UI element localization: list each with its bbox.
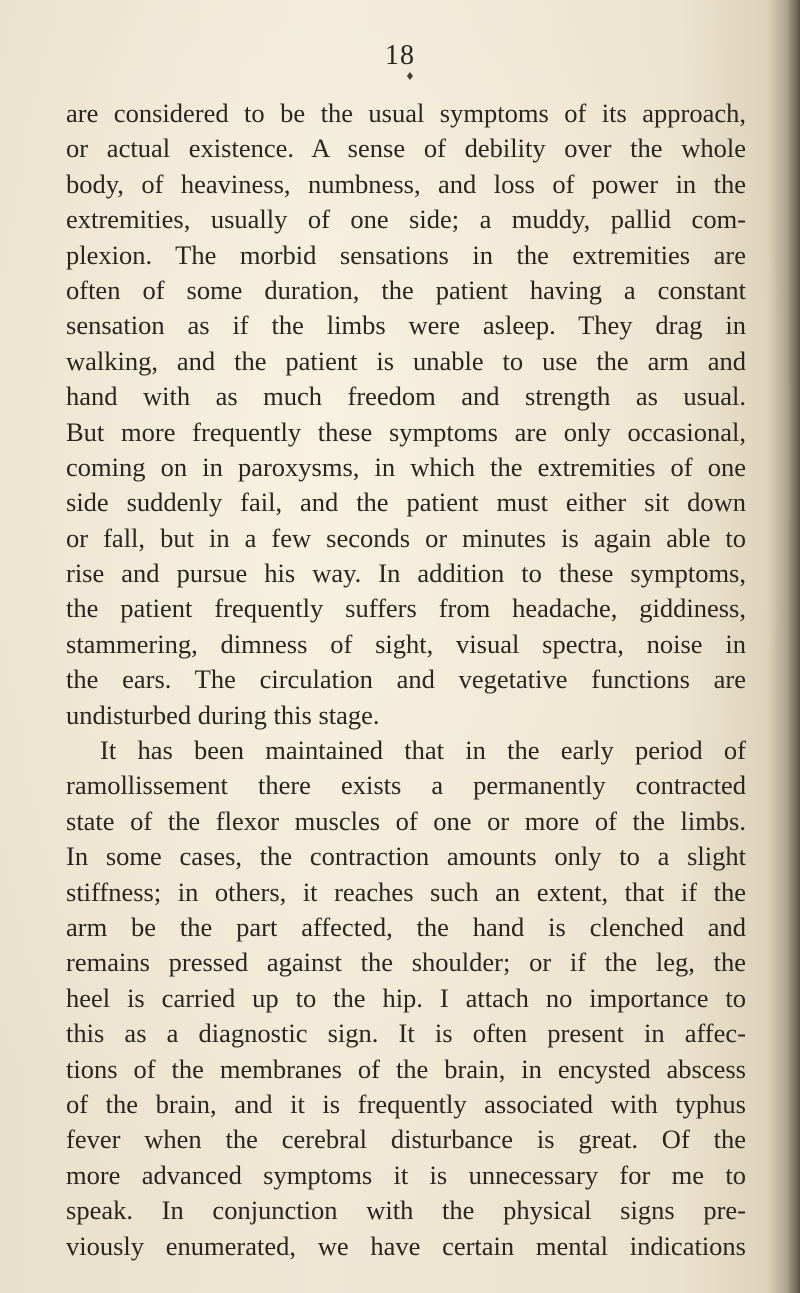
text-line: hand with as much freedom and strength as usual.	[66, 381, 746, 412]
text-line: walking, and the patient is unable to use the arm and	[66, 345, 746, 376]
text-line: state of the flexor muscles of one or more of the limbs.	[66, 805, 746, 836]
text-line: this as a diagnostic sign. It is often present in affec-	[66, 1018, 746, 1049]
text-line: arm be the part affected, the hand is clenched and	[66, 911, 746, 942]
text-line: undisturbed during this stage.	[66, 699, 380, 730]
text-line: or actual existence. A sense of debility over the whole	[66, 133, 746, 164]
text-line: fever when the cerebral disturbance is great. Of the	[66, 1124, 746, 1155]
text-line: tions of the membranes of the brain, in encysted abscess	[66, 1053, 746, 1084]
text-line: viously enumerated, we have certain mental indications	[66, 1230, 746, 1261]
text-line: the ears. The circulation and vegetative functions are	[66, 664, 746, 695]
body-text	[66, 96, 746, 1264]
text-line: body, of heaviness, numbness, and loss of power in the	[66, 168, 746, 199]
text-line: side suddenly fail, and the patient must either sit down	[66, 487, 746, 518]
text-line: It has been maintained that in the early period of	[100, 735, 746, 766]
text-line: But more frequently these symptoms are only occasional,	[66, 416, 746, 447]
text-line: plexion. The morbid sensations in the extremities are	[66, 239, 746, 270]
ornament-mark: ♦	[405, 70, 415, 83]
text-line: coming on in paroxysms, in which the extremities of one	[66, 451, 746, 482]
text-line: are considered to be the usual symptoms of its approach,	[66, 98, 746, 128]
text-line: more advanced symptoms it is unnecessary for me to	[66, 1159, 746, 1190]
text-line: of the brain, and it is frequently associated with typhus	[66, 1088, 746, 1119]
text-line: rise and pursue his way. In addition to these symptoms,	[66, 558, 746, 589]
page-number: 18	[385, 40, 415, 71]
text-line: the patient frequently suffers from headache, giddiness,	[66, 593, 746, 624]
text-line: remains pressed against the shoulder; or if the leg, the	[66, 947, 746, 978]
page-edge-shadow	[788, 0, 800, 1293]
text-line: In some cases, the contraction amounts only to a slight	[66, 841, 746, 872]
text-line: stammering, dimness of sight, visual spectra, noise in	[66, 628, 746, 659]
text-line: extremities, usually of one side; a muddy, pallid com-	[66, 204, 746, 235]
text-line: ramollissement there exists a permanently contracted	[66, 770, 746, 801]
text-line: or fall, but in a few seconds or minutes is again able to	[66, 522, 746, 553]
text-line: stiffness; in others, it reaches such an extent, that if the	[66, 876, 746, 907]
text-line: speak. In conjunction with the physical signs pre-	[66, 1195, 746, 1226]
text-line: heel is carried up to the hip. I attach no importance to	[66, 982, 746, 1013]
text-line: often of some duration, the patient having a constant	[66, 274, 746, 305]
text-line: sensation as if the limbs were asleep. They drag in	[66, 310, 746, 341]
